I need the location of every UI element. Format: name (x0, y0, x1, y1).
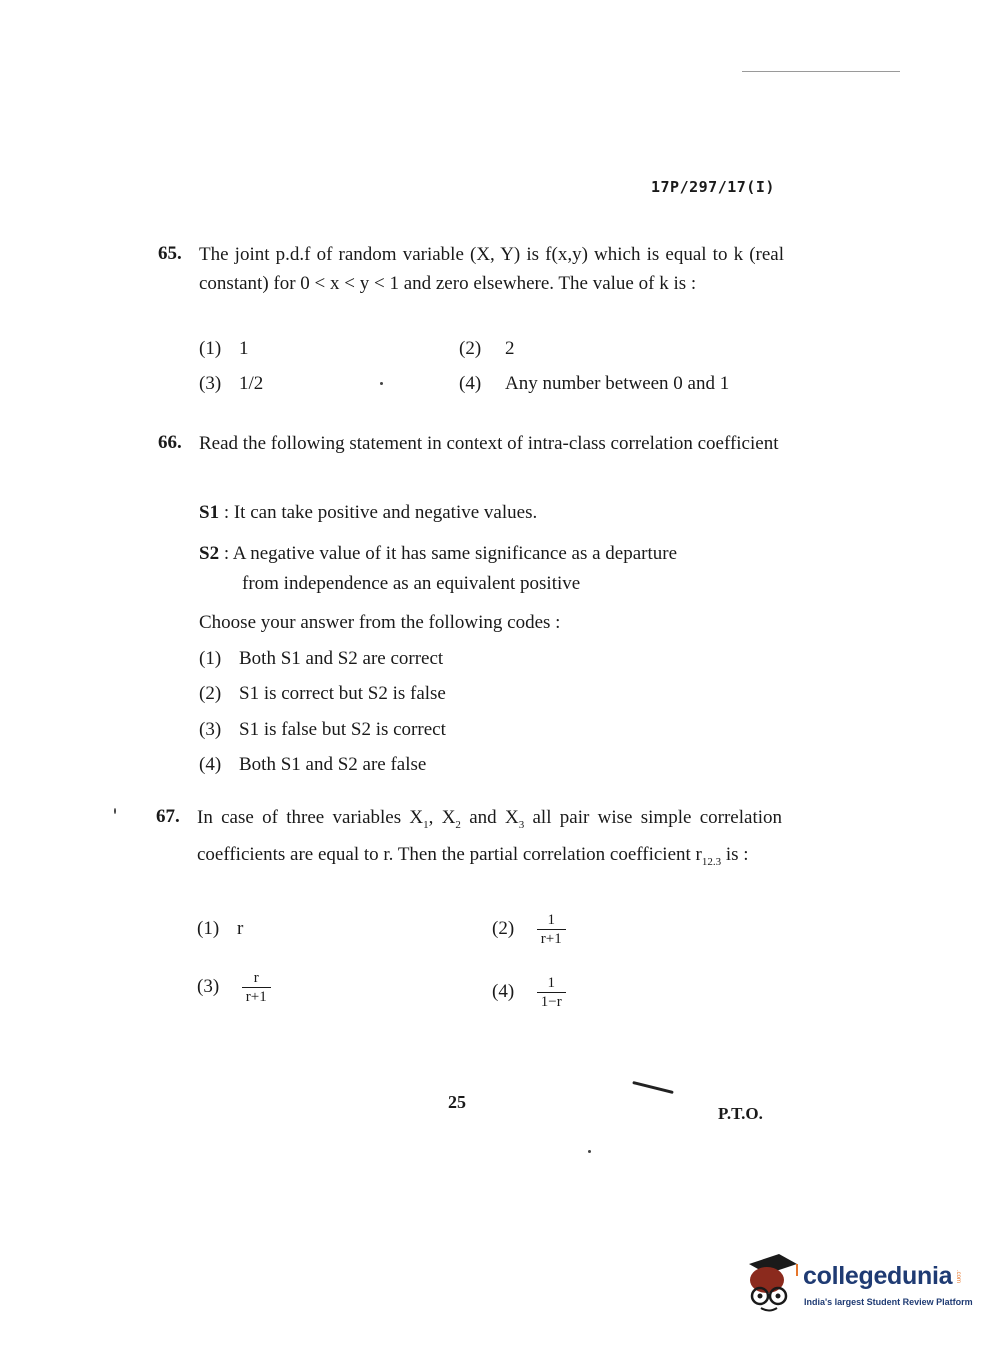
statement-s1 (199, 502, 537, 524)
statement-s2-continued: from independence as an equivalent positive (242, 573, 581, 594)
option-number: (4) (492, 981, 515, 1003)
option-1 (199, 338, 249, 360)
scan-speck (380, 382, 383, 385)
subscript: 2 (455, 818, 461, 831)
option-2 (199, 683, 446, 705)
logo-wordmark: collegedunia (803, 1262, 953, 1290)
option-text: 2 (505, 338, 515, 359)
question-number: 65. (158, 243, 182, 264)
option-number: (3) (197, 976, 220, 998)
option-text: Both S1 and S2 are false (239, 754, 427, 775)
logo-tagline: India's largest Student Review Platform (804, 1297, 973, 1307)
option-text: 1/2 (239, 373, 264, 394)
option-3 (199, 719, 446, 741)
question-number: 66. (158, 432, 182, 453)
logo-com: .com (955, 1270, 961, 1284)
option-text: Any number between 0 and 1 (505, 373, 730, 394)
numerator: 1 (547, 912, 555, 928)
fraction (537, 975, 566, 1011)
option-text: 1 (239, 338, 249, 359)
scan-line (742, 71, 900, 72)
option-number: (1) (197, 918, 220, 939)
statement-text: : It can take positive and negative values. (223, 502, 538, 523)
statement-s2 (199, 543, 677, 565)
question-text (197, 803, 782, 877)
pen-stroke-mark (632, 1081, 673, 1094)
text-part: and X (460, 807, 519, 828)
option-text: S1 is false but S2 is correct (239, 719, 446, 740)
numerator: r (253, 970, 259, 986)
option-text: r (237, 918, 244, 939)
option-number: (1) (199, 338, 222, 359)
text-part: all pair wise simple correlation coefficients are equal to r. Then the partial correlation coefficient r (197, 807, 783, 865)
subscript: 3 (518, 818, 525, 831)
option-number: (2) (199, 683, 222, 704)
option-1 (197, 918, 243, 940)
paper-code: 17P/297/17(I) (651, 178, 775, 196)
question-number: 67. (156, 806, 180, 827)
collegedunia-watermark (745, 1250, 973, 1315)
subscript: 12.3 (701, 855, 722, 868)
option-number: (1) (199, 648, 222, 669)
fraction (242, 970, 271, 1006)
text-part: is : (721, 843, 749, 865)
statement-label: S2 (199, 543, 220, 564)
pto-label: P.T.O. (718, 1104, 763, 1123)
numerator: 1 (547, 975, 555, 991)
option-2 (459, 338, 515, 360)
option-number: (2) (459, 338, 482, 359)
mascot-icon (745, 1250, 801, 1314)
option-2 (492, 912, 566, 948)
question-text: Read the following statement in context of intra-class correlation coefficient (199, 433, 779, 454)
page-number: 25 (448, 1092, 466, 1112)
option-number: (3) (199, 719, 222, 740)
text-part: , X (428, 807, 456, 828)
fraction (537, 912, 566, 948)
statement-label: S1 (199, 502, 220, 523)
denominator: r+1 (537, 929, 566, 948)
scan-speck (114, 808, 116, 814)
denominator: r+1 (242, 987, 271, 1006)
option-number: (4) (459, 373, 482, 394)
option-3 (199, 373, 263, 395)
answer-instruction: Choose your answer from the following codes : (199, 612, 561, 633)
option-1 (199, 648, 443, 670)
option-4 (199, 754, 426, 776)
option-number: (4) (199, 754, 222, 775)
option-4 (459, 373, 729, 395)
option-number: (2) (492, 918, 515, 940)
scan-speck (588, 1150, 591, 1153)
statement-text: : A negative value of it has same significance as a departure (223, 543, 678, 564)
subscript: 1 (423, 818, 429, 831)
option-text: S1 is correct but S2 is false (239, 683, 446, 704)
option-number: (3) (199, 373, 222, 394)
text-part: In case of three variables X (197, 807, 424, 828)
option-3 (197, 970, 271, 1006)
question-text: The joint p.d.f of random variable (X, Y) is f(x,y) which is equal to k (real constant) for 0 < x < y < 1 and zero elsewhere. The value of k is : (199, 244, 784, 294)
option-text: Both S1 and S2 are correct (239, 648, 444, 669)
denominator: 1−r (537, 992, 566, 1011)
option-4 (492, 975, 566, 1011)
